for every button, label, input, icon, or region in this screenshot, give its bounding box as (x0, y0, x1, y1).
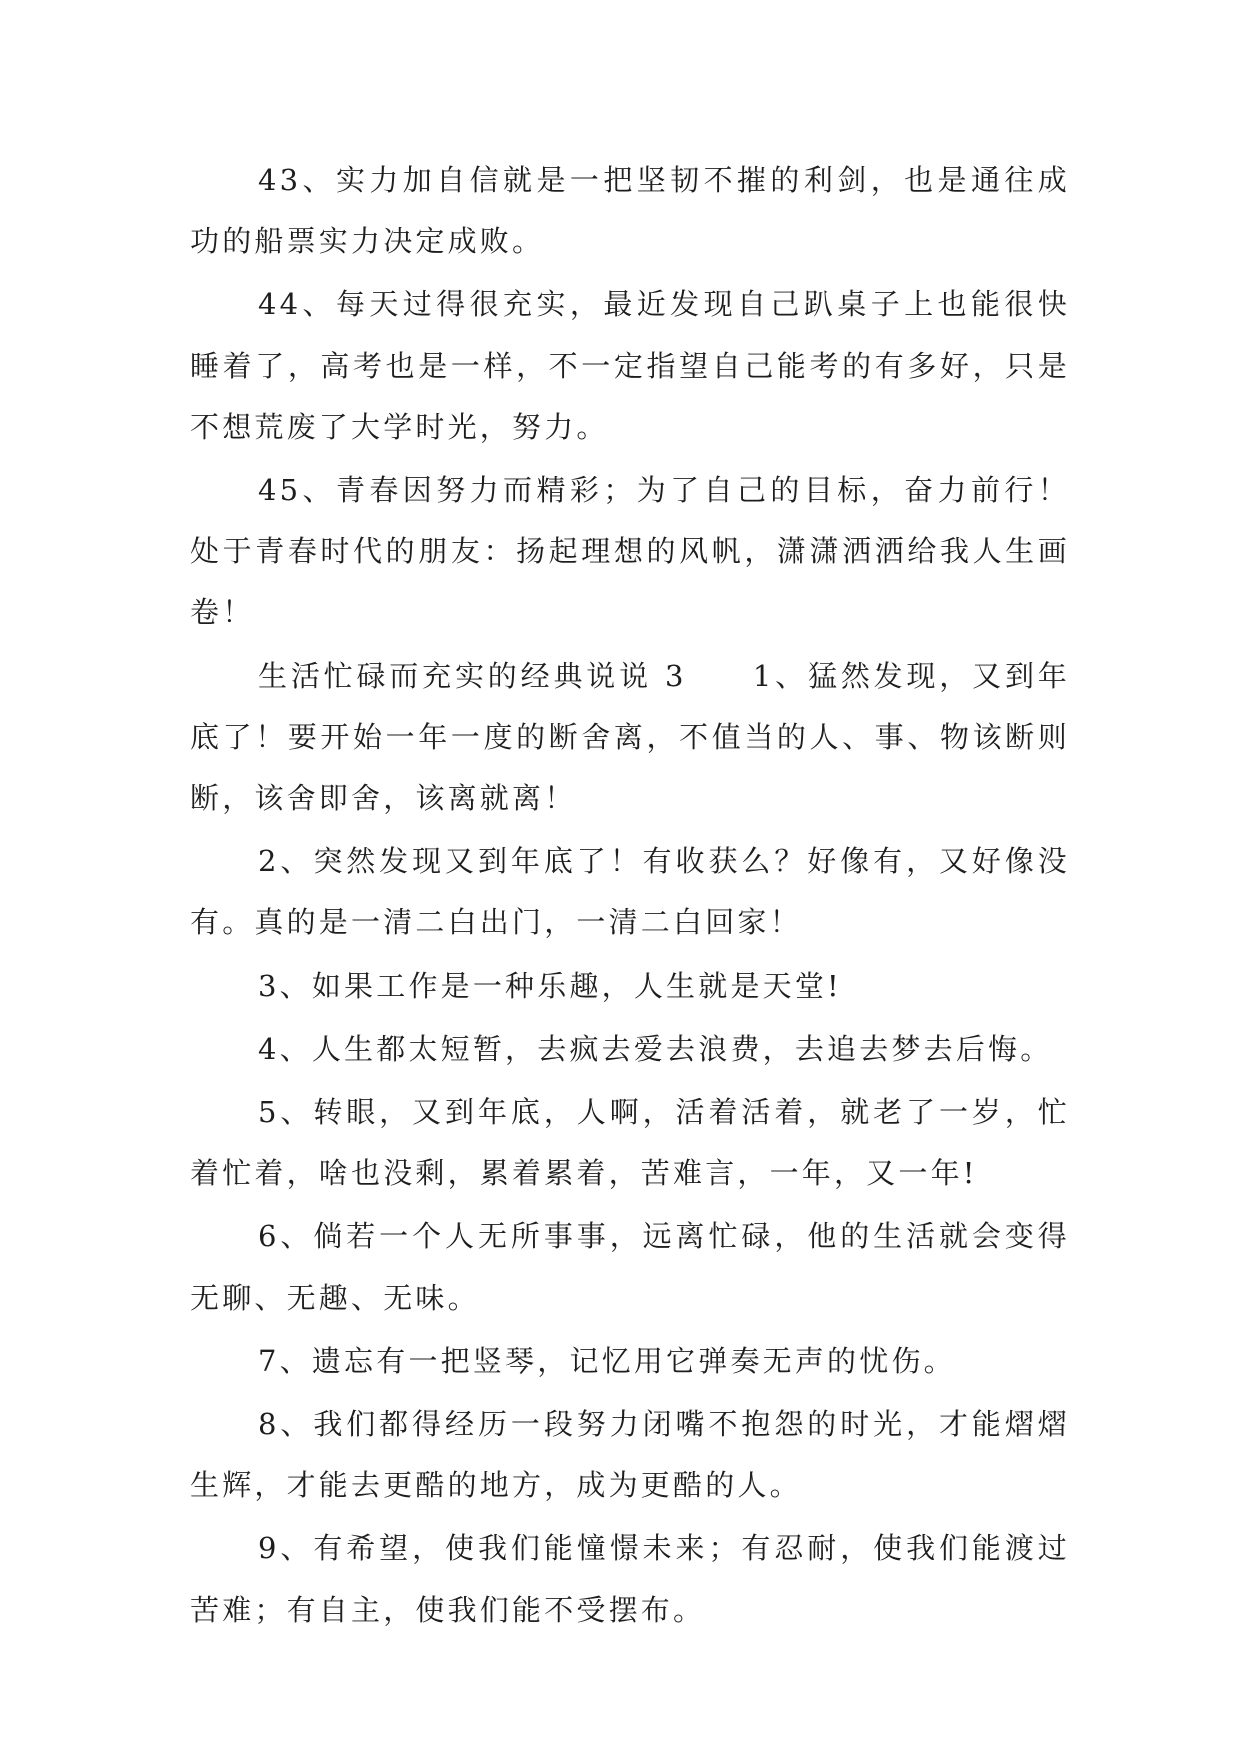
paragraph-44: 44、每天过得很充实，最近发现自己趴桌子上也能很快睡着了，高考也是一样，不一定指望自己能考的有多好，只是不想荒废了大学时光，努力。 (190, 287, 1070, 444)
paragraph-7: 7、遗忘有一把竖琴，记忆用它弹奏无声的忧伤。 (258, 1343, 956, 1378)
document-body (190, 150, 1070, 1643)
paragraph-6: 6、倘若一个人无所事事，远离忙碌，他的生活就会变得无聊、无趣、无味。 (190, 1219, 1070, 1315)
paragraph-9: 9、有希望，使我们能憧憬未来；有忍耐，使我们能渡过苦难；有自主，使我们能不受摆布。 (190, 1531, 1070, 1627)
paragraph-43: 43、实力加自信就是一把坚韧不摧的利剑，也是通往成功的船票实力决定成败。 (190, 163, 1070, 259)
paragraph-3: 3、如果工作是一种乐趣，人生就是天堂! (258, 968, 842, 1003)
paragraph-4: 4、人生都太短暂，去疯去爱去浪费，去追去梦去后悔。 (258, 1031, 1053, 1066)
paragraph-5: 5、转眼，又到年底，人啊，活着活着，就老了一岁，忙着忙着，啥也没剩，累着累着，苦难言，一年，又一年! (190, 1095, 1070, 1191)
paragraph-45: 45、青春因努力而精彩；为了自己的目标，奋力前行！处于青春时代的朋友：扬起理想的风帆，潇潇洒洒给我人生画卷！ (190, 473, 1070, 630)
section-heading-paragraph: 生活忙碌而充实的经典说说 3 1、猛然发现，又到年底了！要开始一年一度的断舍离，不值当的人、事、物该断则断，该舍即舍，该离就离！ (190, 658, 1070, 816)
paragraph-2: 2、突然发现又到年底了！有收获么？好像有，又好像没有。真的是一清二白出门，一清二白回家！ (190, 844, 1070, 940)
paragraph-8: 8、我们都得经历一段努力闭嘴不抱怨的时光，才能熠熠生辉，才能去更酷的地方，成为更酷的人。 (190, 1407, 1070, 1503)
